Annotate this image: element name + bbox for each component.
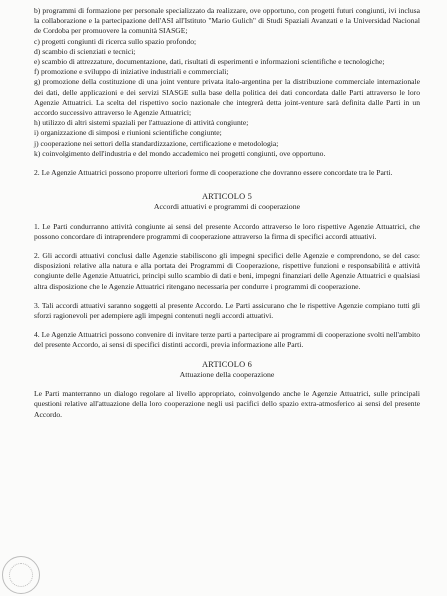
objectives-list: [34, 6, 420, 159]
list-item-b: b) programmi di formazione per personale specializzato da realizzare, ove opportuno, con progetti futuri congiunti, ivi inclusa la collaborazione e la partecipazione dell'ASI all'Istituto "Mario Gulich" di Studi Spaziali Avanzati e la Universidad Nacional de Cordoba per promuovere la comunità SIASGE;: [34, 6, 420, 36]
article-6-heading: ARTICOLO 6: [201, 359, 253, 369]
list-item-h: h) utilizzo di altri sistemi spaziali per l'attuazione di attività congiunte;: [34, 118, 249, 128]
list-item-j: j) cooperazione nei settori della standardizzazione, certificazione e metodologia;: [34, 138, 279, 148]
article-5-paragraph-1: 1. Le Parti condurranno attività congiunte ai sensi del presente Accordo attraverso le loro rispettive Agenzie Attuatrici, che possono concordare di intraprendere programmi di cooperazione attraverso la firma di specifici accordi attuativi.: [34, 221, 420, 241]
article-5-heading: ARTICOLO 5: [201, 192, 253, 202]
official-stamp: [2, 556, 40, 594]
list-item-k: k) coinvolgimento dell'industria e del mondo accademico nei progetti congiunti, ove opportuno.: [34, 148, 326, 158]
article-6-paragraph-1: Le Parti manterranno un dialogo regolare al livello appropriato, coinvolgendo anche le Agenzie Attuatrici, sulle principali questioni relative all'attuazione della loro cooperazione negli usi pacifici dello spazio extra-atmosferico ai sensi del presente Accordo.: [34, 389, 420, 419]
list-item-d: d) scambio di scienziati e tecnici;: [34, 46, 136, 56]
article-5-subheading: Accordi attuativi e programmi di cooperazione: [153, 202, 301, 212]
list-item-f: f) promozione e sviluppo di iniziative industriali e commerciali;: [34, 67, 229, 77]
list-item-e: e) scambio di attrezzature, documentazione, dati, risultati di esperimenti e informazioni scientifiche e tecnologiche;: [34, 57, 385, 67]
article-6-subheading: Attuazione della cooperazione: [179, 369, 275, 379]
document-body: [34, 6, 420, 420]
list-item-c: c) progetti congiunti di ricerca sullo spazio profondo;: [34, 36, 197, 46]
article-5-paragraph-4: 4. Le Agenzie Attuatrici possono convenire di invitare terze parti a partecipare ai programmi di cooperazione svolti nell'ambito del presente Accordo, ai sensi di specifici distinti accordi, previa informazione alle Parti.: [34, 330, 420, 350]
article-5-paragraph-2: 2. Gli accordi attuativi conclusi dalle Agenzie stabiliscono gli impegni specifici delle Agenzie e comprendono, se del caso: disposizioni relative alla natura e alla portata dei Programmi di Cooperazione, rispettive funzioni e responsabilità e attività congiunte delle Agenzie Attuatrici, principi sullo scambio di dati e beni, impegni finanziari delle Agenzie Attuatrici e qualsiasi altra disposizione che le Agenzie Attuatrici ritengano necessaria per condurre i programmi di cooperazione.: [34, 251, 420, 291]
article-5-paragraph-3: 3. Tali accordi attuativi saranno soggetti al presente Accordo. Le Parti assicurano che le rispettive Agenzie compiano tutti gli sforzi ragionevoli per adempiere agli impegni contenuti negli accordi attuativi.: [34, 300, 420, 321]
list-item-g: g) promozione della costituzione di una joint venture privata italo-argentina per la distribuzione commerciale internazionale dei dati, delle applicazioni e dei servizi SIASGE sulla base della politica dei dati concordata dalle Parti attraverso le loro Agenzie Attuatrici. La scelta del rispettivo socio nazionale che integrerà detta joint-venture sarà definita dalle Parti in un accordo successivo attraverso le Agenzie Attuatrici;: [34, 77, 420, 118]
list-item-i: i) organizzazione di simposi e riunioni scientifiche congiunte;: [34, 128, 222, 138]
paragraph-2: 2. Le Agenzie Attuatrici possono proporre ulteriori forme di cooperazione che dovranno essere concordate tra le Parti.: [34, 168, 393, 178]
